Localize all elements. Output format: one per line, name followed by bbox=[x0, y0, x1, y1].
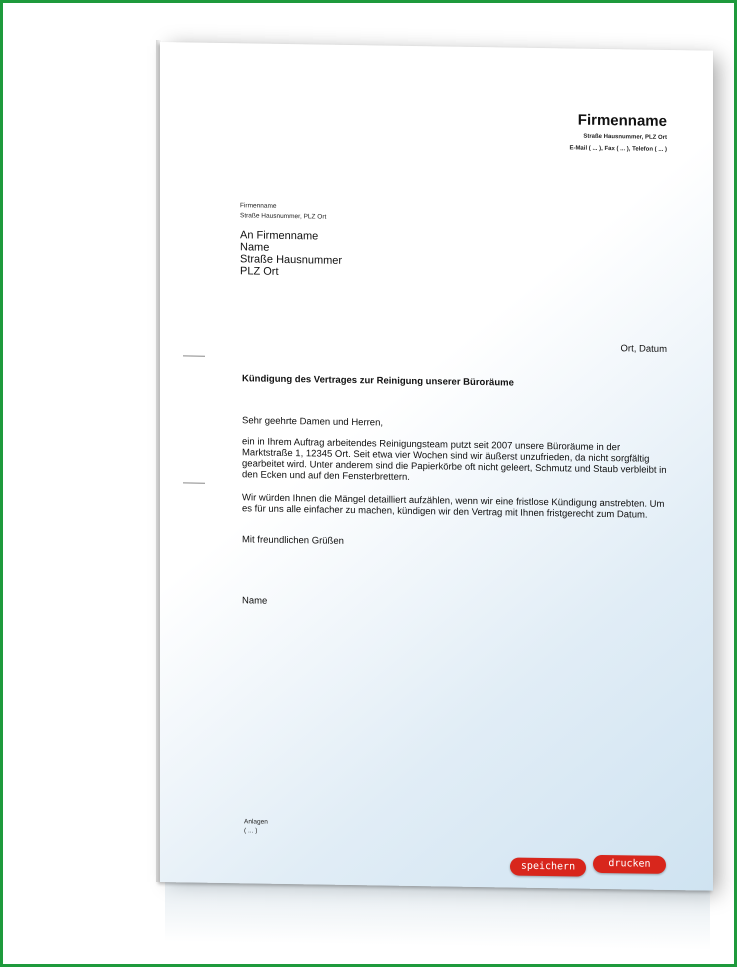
subject-line: Kündigung des Vertrages zur Reinigung unserer Büroräume bbox=[242, 373, 514, 389]
paragraph-1: ein in Ihrem Auftrag arbeitendes Reinigungsteam putzt seit 2007 unsere Büroräume in der Marktstraße 1, 12345 Ort. Seit etwa vier Wochen sind wir äußerst unzufrieden, da nicht sorgfältig gearbeitet wird. Unter anderem sind die Papierkörbe oft nicht geleert, Schmutz und Staub verbleibt in den Ecken und auf den Fensterbrettern. bbox=[242, 436, 667, 483]
recipient-line-1: An Firmenname bbox=[240, 229, 319, 243]
letterhead-contact: E-Mail ( ... ), Fax ( ... ), Telefon ( ... ) bbox=[569, 145, 667, 153]
recipient-block bbox=[240, 229, 342, 279]
letter-page bbox=[160, 42, 713, 891]
attachments-block bbox=[244, 817, 268, 835]
attachments-label: Anlagen bbox=[244, 818, 268, 826]
attachments-value: ( ... ) bbox=[244, 827, 258, 835]
fold-mark-top bbox=[183, 355, 205, 356]
recipient-line-2: Name bbox=[240, 241, 270, 254]
sender-name: Firmenname bbox=[240, 202, 277, 210]
page-reflection bbox=[165, 882, 710, 951]
letterhead-company-name: Firmenname bbox=[577, 111, 667, 130]
recipient-line-4: PLZ Ort bbox=[240, 265, 279, 278]
recipient-line-3: Straße Hausnummer bbox=[240, 253, 343, 267]
save-button[interactable]: speichern bbox=[510, 857, 586, 876]
fold-mark-bottom bbox=[183, 482, 205, 483]
place-date: Ort, Datum bbox=[620, 343, 667, 355]
signature-name: Name bbox=[242, 595, 268, 607]
salutation: Sehr geehrte Damen und Herren, bbox=[242, 415, 383, 429]
letterhead-address: Straße Hausnummer, PLZ Ort bbox=[583, 133, 667, 141]
paragraph-2: Wir würden Ihnen die Mängel detailliert aufzählen, wenn wir eine fristlose Kündigung anstrebten. Um es für uns alle einfacher zu machen, kündigen wir den Vertrag mit Ihnen fristgerecht zum Datum. bbox=[242, 492, 665, 521]
sender-address: Straße Hausnummer, PLZ Ort bbox=[240, 212, 327, 221]
sender-block bbox=[240, 201, 326, 222]
print-button[interactable]: drucken bbox=[593, 855, 666, 874]
closing: Mit freundlichen Grüßen bbox=[242, 534, 344, 547]
